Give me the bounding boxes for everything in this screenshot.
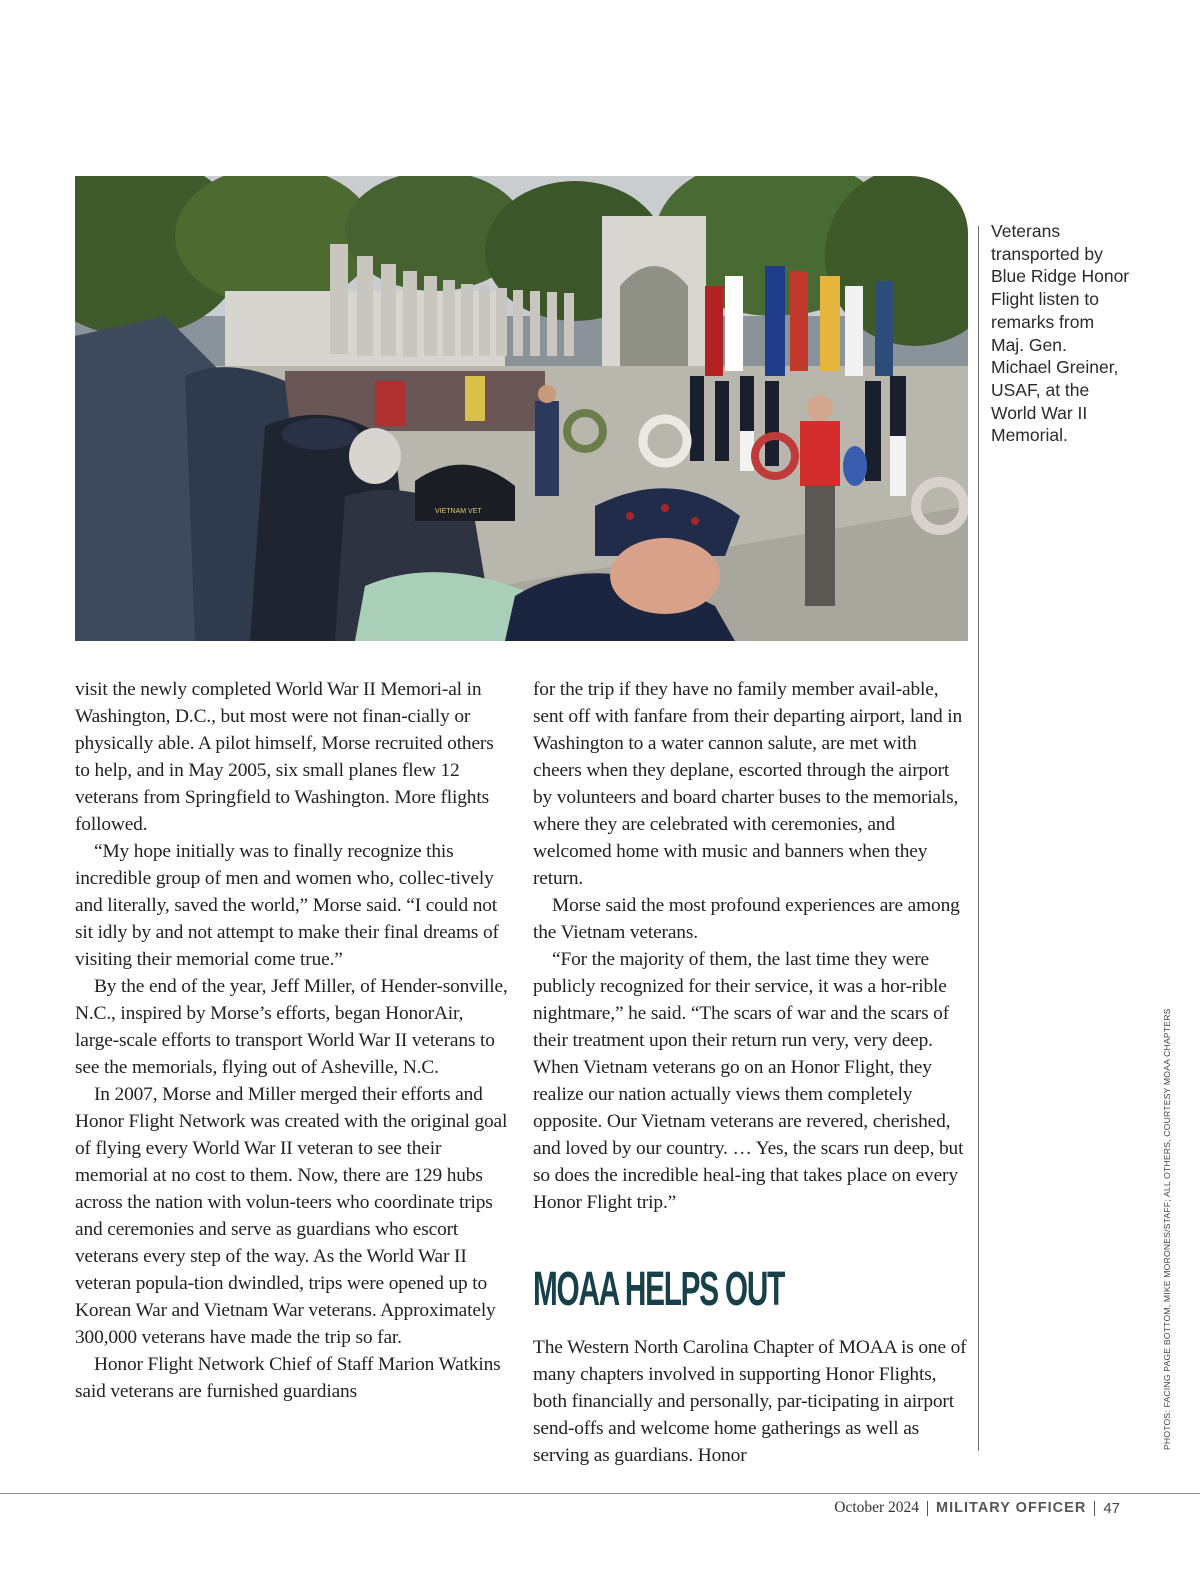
paragraph: visit the newly completed World War II Memori-al in Washington, D.C., but most were not finan-cially or physically able. A pilot himself, Morse recruited others to help, and in May 2005, six small planes flew 12 veterans from Springfield to Washington. More flights followed.: [75, 679, 494, 835]
footer-separator: [927, 1501, 928, 1516]
issue-date: October 2024: [834, 1499, 920, 1516]
cap-embroidery: VIETNAM VET: [435, 508, 482, 515]
paragraph: Morse said the most profound experiences are among the Vietnam veterans.: [533, 895, 960, 943]
paragraph: “For the majority of them, the last time they were publicly recognized for their service, it was a hor-rible nightmare,” he said. “The scars of war and the scars of their treatment upon their return run very, very deep. When Vietnam veterans go on an Honor Flight, they realize our nation actually views them completely opposite. Our Vietnam veterans are revered, cherished, and loved by our country. … Yes, the scars run deep, but so does the incredible heal-ing that takes place on every Honor Flight trip.”: [533, 949, 964, 1213]
photo-illustration: [75, 176, 968, 641]
caption-rule: [978, 226, 979, 1451]
page-number: 47: [1103, 1499, 1120, 1517]
photo-caption: Veterans transported by Blue Ridge Honor Flight listen to remarks from Maj. Gen. Michael Greiner, USAF, at the World War II Memorial.: [991, 221, 1130, 446]
memorial-ceremony-photo: [75, 176, 968, 641]
right-column: [533, 676, 969, 1469]
footer-separator: [1094, 1501, 1095, 1516]
photo-credit: PHOTOS: FACING PAGE BOTTOM, MIKE MORONES/STAFF; ALL OTHERS, COURTESY MOAA CHAPTERS: [1162, 1008, 1172, 1450]
section-heading: MOAA HELPS OUT: [533, 1263, 785, 1316]
paragraph: Honor Flight Network Chief of Staff Marion Watkins said veterans are furnished guardians: [75, 1354, 501, 1402]
paragraph: for the trip if they have no family member avail-able, sent off with fanfare from their departing airport, land in Washington to a water cannon salute, are met with cheers when they deplane, escorted through the airport by volunteers and board charter buses to the memorials, where they are celebrated with ceremonies, and welcomed home with music and banners when they return.: [533, 679, 963, 889]
footer-rule: [0, 1493, 1200, 1494]
paragraph: “My hope initially was to finally recognize this incredible group of men and women who, collec-tively and literally, saved the world,” Morse said. “I could not sit idly by and not attempt to make their final dreams of visiting their memorial come true.”: [75, 841, 499, 970]
magazine-name: MILITARY OFFICER: [936, 1500, 1087, 1516]
paragraph: In 2007, Morse and Miller merged their efforts and Honor Flight Network was created with the original goal of flying every World War II veteran to see their memorial at no cost to them. Now, there are 129 hubs across the nation with volun-teers who coordinate trips and ceremonies and serve as guardians who escort veterans every step of the way. As the World War II veteran popula-tion dwindled, trips were opened up to Korean War and Vietnam War veterans. Approximately 300,000 veterans have made the trip so far.: [75, 1084, 508, 1348]
paragraph: By the end of the year, Jeff Miller, of Hender-sonville, N.C., inspired by Morse’s efforts, began HonorAir, large-scale efforts to transport World War II veterans to see the memorials, flying out of Asheville, N.C.: [75, 976, 508, 1078]
left-column: [75, 676, 511, 1405]
paragraph: The Western North Carolina Chapter of MOAA is one of many chapters involved in supporting Honor Flights, both financially and personally, par-ticipating in airport send-offs and welcome home gatherings as well as serving as guardians. Honor: [533, 1337, 967, 1466]
page-footer: [834, 1497, 1120, 1519]
